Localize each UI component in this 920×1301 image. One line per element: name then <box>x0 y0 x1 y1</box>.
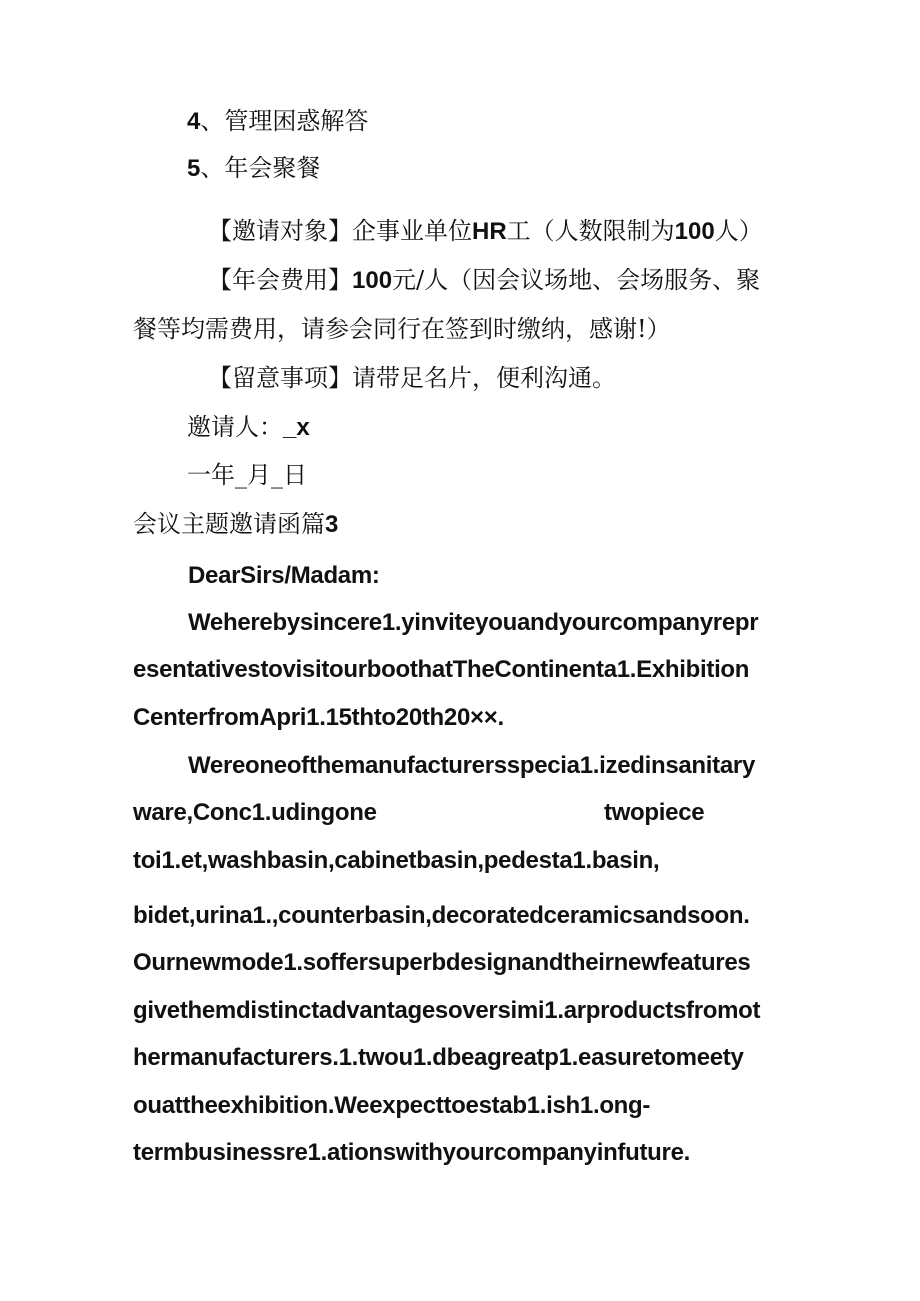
letter-p2-line: givethemdistinctadvantagesoversimi1.arproductsfromot <box>133 997 761 1024</box>
fee-line-2: 餐等均需费用，请参会同行在签到时缴纳，感谢!） <box>133 315 671 343</box>
fee-line-1 <box>208 268 760 293</box>
agenda-number: 5 <box>187 155 201 182</box>
notice-line: 【留意事项】请带足名片，便利沟通。 <box>208 364 616 392</box>
agenda-separator: 、 <box>200 154 225 182</box>
agenda-text: 管理困惑解答 <box>224 107 369 135</box>
invite-target-limit: 100 <box>674 218 715 245</box>
letter-salutation: DearSirs/Madam: <box>188 562 380 589</box>
fee-amount: 100 <box>352 267 393 294</box>
letter-p1-line: CenterfromApri1.15thto20th20××. <box>133 704 504 731</box>
letter-p2-line: twopiece <box>604 799 705 826</box>
section-title <box>133 512 338 537</box>
inviter-line <box>187 415 310 440</box>
section-title-text: 会议主题邀请函篇 <box>133 510 325 538</box>
letter-p2-line: termbusinessre1.ationswithyourcompanyinfuture. <box>133 1139 690 1166</box>
agenda-item-4 <box>187 109 368 134</box>
invite-target-mid: 工（人数限制为 <box>506 217 675 245</box>
inviter-label: 邀请人： <box>187 413 283 441</box>
letter-p2-line: Ournewmode1.soffersuperbdesignandtheirnewfeatures <box>133 949 751 976</box>
agenda-separator: 、 <box>200 107 225 135</box>
invite-target-hr: HR <box>472 218 507 245</box>
letter-p2-line: bidet,urina1.,counterbasin,decoratedceramicsandsoon. <box>133 902 750 929</box>
fee-line-1-rest: 元/人（因会议场地、会场服务、聚 <box>392 266 761 294</box>
letter-p2-line: hermanufacturers.1.twou1.dbeagreatp1.easuretomeety <box>133 1044 744 1071</box>
fee-prefix: 【年会费用】 <box>208 266 352 294</box>
letter-p2-line: Wereoneofthemanufacturersspecia1.izedinsanitary <box>188 752 755 779</box>
letter-p1-line: Weherebysincere1.yinviteyouandyourcompanyrepr <box>188 609 759 636</box>
agenda-number: 4 <box>187 108 201 135</box>
inviter-value: _x <box>283 414 310 441</box>
invite-target-prefix: 【邀请对象】企事业单位 <box>208 217 472 245</box>
letter-p2-line: ware,Conc1.udingone <box>133 799 377 826</box>
letter-p2-line: toi1.et,washbasin,cabinetbasin,pedesta1.basin, <box>133 847 660 874</box>
letter-p1-line: esentativestovisitourboothatTheContinenta1.Exhibition <box>133 656 750 683</box>
section-title-number: 3 <box>325 511 339 538</box>
invite-target-suffix: 人） <box>714 217 763 245</box>
date-line: 一年_月_日 <box>187 461 307 489</box>
agenda-text: 年会聚餐 <box>224 154 321 182</box>
invite-target-line <box>208 219 763 244</box>
letter-p2-line: ouattheexhibition.Weexpecttoestab1.ish1.ong- <box>133 1092 651 1119</box>
agenda-item-5 <box>187 156 320 181</box>
